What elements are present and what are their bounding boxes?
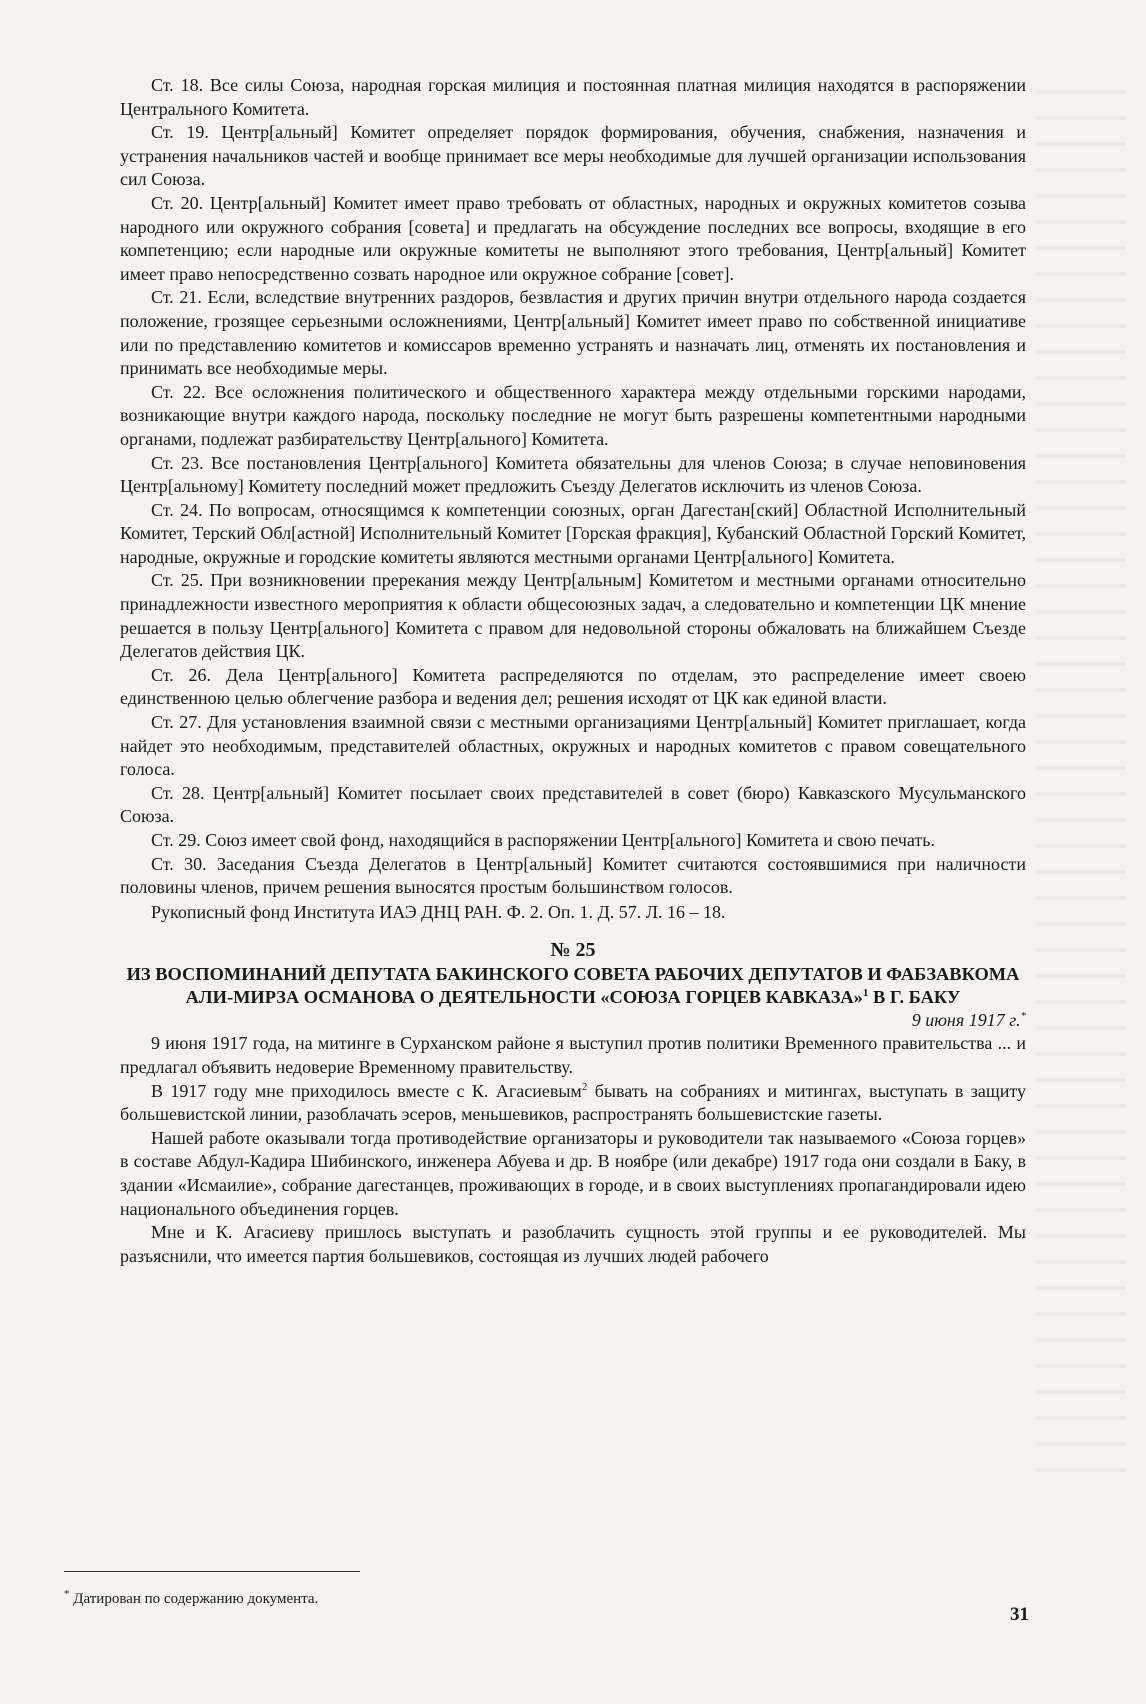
memoir-paragraph-4: Мне и К. Агасиеву пришлось выступать и разоблачить сущность этой группы и ее руководителей. Мы разъяснили, что имеется партия большевиков, состоящая из лучших людей рабочего: [120, 1222, 1026, 1266]
page-number: 31: [1010, 1604, 1029, 1625]
document-title: [120, 963, 1026, 1009]
footnote: [64, 1590, 318, 1608]
footnote-divider: [64, 1571, 360, 1572]
memoir-paragraph-2: [120, 1080, 1026, 1127]
article-19: Ст. 19. Центр[альный] Комитет определяет порядок формирования, обучения, снабжения, назначения и устранения начальников частей и вообще принимает все меры необходимые для лучшей организации использования сил Союза.: [120, 122, 1026, 190]
bleed-through-text: [1036, 90, 1126, 1490]
article-28: Ст. 28. Центр[альный] Комитет посылает своих представителей в совет (бюро) Кавказского Мусульманского Союза.: [120, 782, 1026, 827]
article-20: Ст. 20. Центр[альный] Комитет имеет право требовать от областных, народных и окружных комитетов созыва народного или окружного собрания [совета] и предлагать на обсуждение последних все вопросы, входящие в его компетенцию; если народные или окружные комитеты не выполняют этого требования, Центр[альный] Комитет имеет право непосредственно созвать народное или окружное собрание [совет].: [120, 192, 1026, 284]
footnote-ref-star: *: [1020, 1010, 1026, 1023]
footnote-ref-1: 1: [862, 987, 869, 1000]
article-23: Ст. 23. Все постановления Центр[ального] Комитета обязательны для членов Союза; в случае неповиновения Центр[альному] Комитету последний может предложить Съезду Делегатов исключить из членов Союза.: [120, 452, 1026, 497]
article-29: Ст. 29. Союз имеет свой фонд, находящийся в распоряжении Центр[ального] Комитета и свою печать.: [151, 830, 935, 850]
footnote-text: Датирован по содержанию документа.: [69, 1591, 319, 1607]
article-24: Ст. 24. По вопросам, относящимся к компетенции союзных, орган Дагестан[ский] Областной Исполнительный Комитет, Терский Обл[астной] Исполнительный Комитет [Горская фракция], Кубанский Областной Горский Комитет, народные, окружные и городские комитеты являются местными органами Центр[ального] Комитета.: [120, 499, 1026, 567]
article-27: Ст. 27. Для установления взаимной связи с местными организациями Центр[альный] Комитет приглашает, когда найдет это необходимым, представителей областных, окружных и народных комитетов с правом совещательного голоса.: [120, 712, 1026, 780]
memoir-paragraph-2-text: В 1917 году мне приходилось вместе с К. Агасиевым: [151, 1080, 582, 1101]
footnote-ref-2: 2: [581, 1080, 588, 1093]
article-21: Ст. 21. Если, вследствие внутренних раздоров, безвластия и других причин внутри отдельного народа создается положение, грозящее серьезными осложнениями, Центр[альный] Комитет имеет право по собственной инициативе или по представлению комитетов и комиссаров временно устранять и назначать лиц, отменять их постановления и принимать все необходимые меры.: [120, 287, 1026, 379]
document-title-end: В Г. БАКУ: [868, 987, 961, 1008]
article-30: Ст. 30. Заседания Съезда Делегатов в Центр[альный] Комитет считаются состоявшимися при наличности половины членов, причем решения выносятся простым большинством голосов.: [120, 853, 1026, 898]
article-25: Ст. 25. При возникновении пререкания между Центр[альным] Комитетом и местными органами относительно принадлежности известного мероприятия к области общесоюзных задач, а следовательно и компетенции ЦК мнение решается в пользу Центр[ального] Комитета с правом для недовольной стороны обжаловать на ближайшем Съезде Делегатов действия ЦК.: [120, 570, 1026, 662]
memoir-paragraph-2-rest: бывать на собраниях и митингах, выступать в защиту большевистской линии, разоблачать эсеров, меньшевиков, распространять большевистские газеты.: [120, 1080, 1026, 1125]
document-number: № 25: [550, 939, 596, 962]
article-22: Ст. 22. Все осложнения политического и общественного характера между отдельными горскими народами, возникающие внутри каждого народа, поскольку последние не могут быть разрешены компетентными народными органами, подлежат разбирательству Центр[ального] Комитета.: [120, 381, 1026, 449]
article-18: Ст. 18. Все силы Союза, народная горская милиция и постоянная платная милиция находятся в распоряжении Центрального Комитета.: [120, 75, 1026, 119]
document-title-text: ИЗ ВОСПОМИНАНИЙ ДЕПУТАТА БАКИНСКОГО СОВЕТА РАБОЧИХ ДЕПУТАТОВ И ФАБЗАВКОМА АЛИ-МИРЗА ОСМАНОВА О ДЕЯТЕЛЬНОСТИ «СОЮЗА ГОРЦЕВ КАВКАЗА»: [126, 964, 1020, 1008]
footnote-mark: *: [64, 1588, 70, 1600]
memoir-paragraph-3: Нашей работе оказывали тогда противодействие организаторы и руководители так называемого «Союза горцев» в составе Абдул-Кадира Шибинского, инженера Абуева и др. В ноябре (или декабре) 1917 года они создали в Баку, в здании «Исмаилие», собрание дагестанцев, проживающих в городе, и в своих выступлениях пропагандировали идею национального объединения горцев.: [120, 1127, 1026, 1219]
document-date-text: 9 июня 1917 г.: [911, 1010, 1021, 1031]
memoir-paragraph-1: 9 июня 1917 года, на митинге в Сурханском районе я выступил против политики Временного правительства ... и предлагал объявить недоверие Временному правительству.: [120, 1033, 1026, 1077]
document-date: [120, 1009, 1026, 1032]
article-26: Ст. 26. Дела Центр[ального] Комитета распределяются по отделам, это распределение имеет своею единственною целью облегчение разбора и ведения дел; решения исходят от ЦК как единой власти.: [120, 664, 1026, 709]
charter-articles: [120, 74, 1026, 900]
archive-source: Рукописный фонд Института ИАЭ ДНЦ РАН. Ф. 2. Оп. 1. Д. 57. Л. 16 – 18.: [151, 901, 726, 922]
